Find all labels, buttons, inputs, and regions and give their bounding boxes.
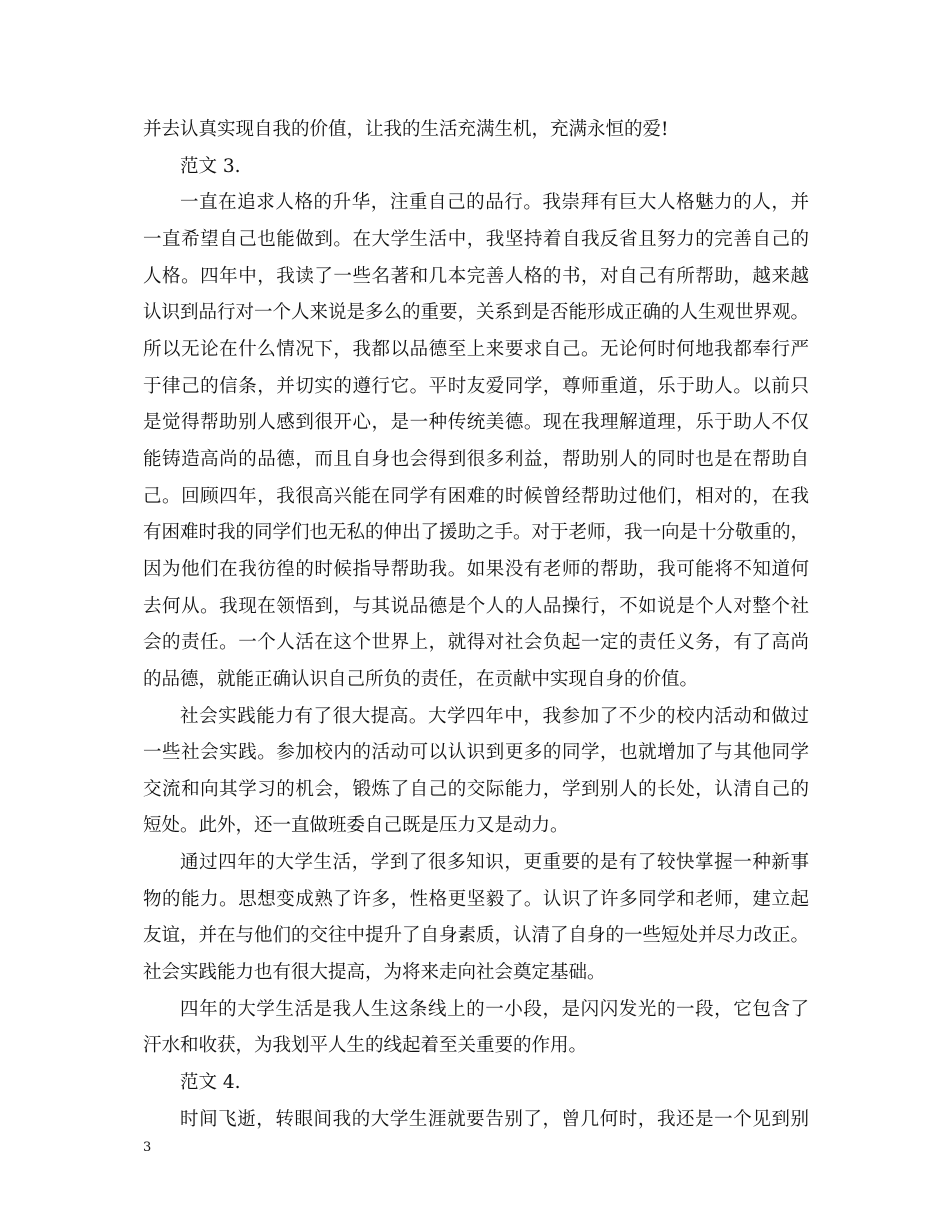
text-line: 己。回顾四年，我很高兴能在同学有困难的时候曾经帮助过他们，相对的，在我 (143, 485, 809, 507)
text-line: 范文 3. (180, 155, 241, 177)
text-line: 能铸造高尚的品德，而且自身也会得到很多利益，帮助别人的同时也是在帮助自 (143, 448, 809, 470)
document-body (143, 112, 809, 1138)
text-line: 人格。四年中，我读了一些名著和几本完善人格的书，对自己有所帮助，越来越 (143, 265, 809, 287)
text-line: 于律己的信条，并切实的遵行它。平时友爱同学，尊师重道，乐于助人。以前只 (143, 375, 809, 397)
text-line: 短处。此外，还一直做班委自己既是压力又是动力。 (143, 815, 569, 837)
text-line: 友谊，并在与他们的交往中提升了自身素质，认清了自身的一些短处并尽力改正。 (143, 925, 810, 947)
text-line: 的品德，就能正确认识自己所负的责任，在贡献中实现自身的价值。 (143, 668, 699, 690)
text-line: 汗水和收获，为我划平人生的线起着至关重要的作用。 (143, 1035, 588, 1057)
text-line: 四年的大学生活是我人生这条线上的一小段，是闪闪发光的一段，它包含了 (180, 998, 809, 1020)
text-line: 认识到品行对一个人来说是多么的重要，关系到是否能形成正确的人生观世界观。 (143, 302, 810, 324)
text-line: 一些社会实践。参加校内的活动可以认识到更多的同学，也就增加了与其他同学 (143, 742, 809, 764)
text-line: 会的责任。一个人活在这个世界上，就得对社会负起一定的责任义务，有了高尚 (143, 632, 809, 654)
text-line: 因为他们在我彷徨的时候指导帮助我。如果没有老师的帮助，我可能将不知道何 (143, 558, 809, 580)
text-line: 所以无论在什么情况下，我都以品德至上来要求自己。无论何时何地我都奉行严 (143, 338, 809, 360)
page-number: 3 (143, 1140, 152, 1155)
text-line: 社会实践能力也有很大提高，为将来走向社会奠定基础。 (143, 962, 606, 984)
text-line: 一直希望自己也能做到。在大学生活中，我坚持着自我反省且努力的完善自己的 (143, 228, 809, 250)
text-line: 有困难时我的同学们也无私的伸出了援助之手。对于老师，我一向是十分敬重的， (143, 522, 810, 544)
text-line: 是觉得帮助别人感到很开心，是一种传统美德。现在我理解道理，乐于助人不仅 (143, 412, 809, 434)
text-line: 物的能力。思想变成熟了许多，性格更坚毅了。认识了许多同学和老师，建立起 (143, 888, 809, 910)
text-line: 范文 4. (180, 1072, 241, 1094)
text-line: 时间飞逝，转眼间我的大学生涯就要告别了，曾几何时，我还是一个见到别 (180, 1108, 809, 1130)
text-line: 并去认真实现自我的价值，让我的生活充满生机，充满永恒的爱! (143, 119, 669, 140)
text-line: 去何从。我现在领悟到，与其说品德是个人的人品操行，不如说是个人对整个社 (143, 595, 809, 617)
text-line: 交流和向其学习的机会，锻炼了自己的交际能力，学到别人的长处，认清自己的 (143, 778, 809, 800)
text-line: 一直在追求人格的升华，注重自己的品行。我崇拜有巨大人格魅力的人，并 (180, 192, 809, 214)
text-line: 社会实践能力有了很大提高。大学四年中，我参加了不少的校内活动和做过 (180, 705, 809, 727)
text-line: 通过四年的大学生活，学到了很多知识，更重要的是有了较快掌握一种新事 (180, 852, 809, 874)
